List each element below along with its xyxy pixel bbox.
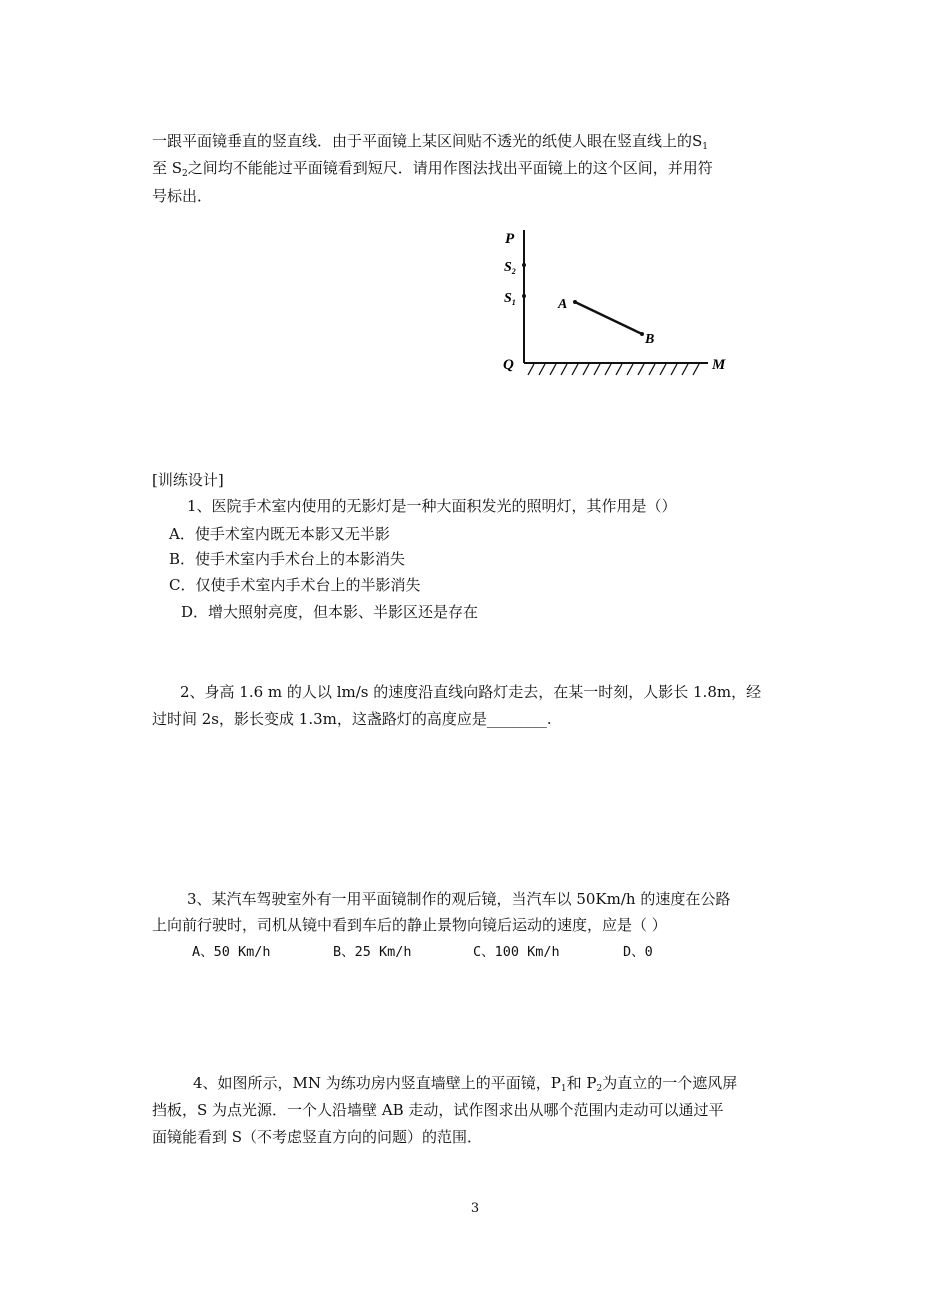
q3-line-1: 3、某汽车驾驶室外有一用平面镜制作的观后镜，当汽车以 50Km/h 的速度在公路: [187, 890, 731, 908]
q3-line-2: 上向前行驶时，司机从镜中看到车后的静止景物向镜后运动的速度，应是（ ）: [152, 916, 667, 934]
label-p: P: [505, 231, 515, 247]
point-b: [640, 332, 644, 336]
q1-option-a: A．使手术室内既无本影又无半影: [169, 525, 390, 543]
mirror-diagram: [500, 225, 740, 385]
q3-option-d: D、0: [623, 944, 653, 960]
label-s2: $S_2$: [504, 260, 516, 276]
q2-line-2: 过时间 2s，影长变成 1.3m，这盏路灯的高度应是________.: [152, 710, 552, 728]
intro-line-2-text: 之间均不能能过平面镜看到短尺．请用作图法找出平面镜上的这个区间，并用符: [187, 159, 713, 177]
q4-line-1: [193, 1073, 737, 1099]
intro-line-1: [152, 131, 708, 157]
q4-line-2: 挡板，S 为点光源．一个人沿墙壁 AB 走动，试作图求出从哪个范围内走动可以通过平: [152, 1101, 724, 1119]
label-s1-sub: 1: [511, 298, 516, 307]
s1-symbol: S: [692, 132, 703, 150]
ruler-ab: [575, 302, 642, 334]
label-m: M: [712, 357, 726, 373]
q1-option-d: D．增大照射亮度，但本影、半影区还是存在: [181, 603, 479, 621]
s2-symbol: 至 S: [152, 159, 183, 177]
q1-option-b: B．使手术室内手术台上的本影消失: [169, 550, 406, 568]
q4-line-1-part-a: 4、如图所示，MN 为练功房内竖直墙壁上的平面镜，P: [193, 1074, 561, 1092]
q3-option-c: C、100 Km/h: [473, 944, 560, 960]
q3-option-a: A、50 Km/h: [192, 944, 271, 960]
q3-option-b: B、25 Km/h: [333, 944, 412, 960]
q2-line-1: 2、身高 1.6 m 的人以 lm/s 的速度沿直线向路灯走去，在某一时刻，人影长 1.8m，经: [180, 683, 762, 701]
label-s1: $S_1$: [504, 291, 516, 307]
label-q: Q: [503, 357, 514, 373]
mirror-hatching: [528, 364, 699, 375]
point-s1: [522, 294, 526, 298]
intro-line-3: 号标出．: [152, 187, 213, 205]
label-s2-sub: 2: [511, 267, 516, 276]
point-s2: [522, 263, 526, 267]
page-number: 3: [470, 1201, 480, 1216]
s1-subscript: 1: [702, 142, 709, 152]
q4-line-1-part-b: 和 P: [566, 1074, 597, 1092]
label-b: B: [645, 332, 655, 347]
intro-line-1-text: 一跟平面镜垂直的竖直线．由于平面镜上某区间贴不透光的纸使人眼在竖直线上的: [152, 132, 693, 150]
q4-line-1-part-c: 为直立的一个遮风屏: [602, 1074, 738, 1092]
q1-option-c: C．仅使手术室内手术台上的半影消失: [169, 576, 421, 594]
q4-line-3: 面镜能看到 S（不考虑竖直方向的问题）的范围．: [152, 1128, 483, 1146]
intro-line-2: [152, 158, 713, 184]
s2-subscript: 2: [182, 169, 188, 179]
point-a: [573, 300, 577, 304]
q1-stem: 1、医院手术室内使用的无影灯是一种大面积发光的照明灯，其作用是（）: [187, 497, 677, 515]
section-heading: [训练设计]: [152, 471, 224, 489]
p1-subscript: 1: [560, 1084, 567, 1094]
label-a: A: [558, 297, 568, 312]
p2-subscript: 2: [596, 1084, 603, 1094]
